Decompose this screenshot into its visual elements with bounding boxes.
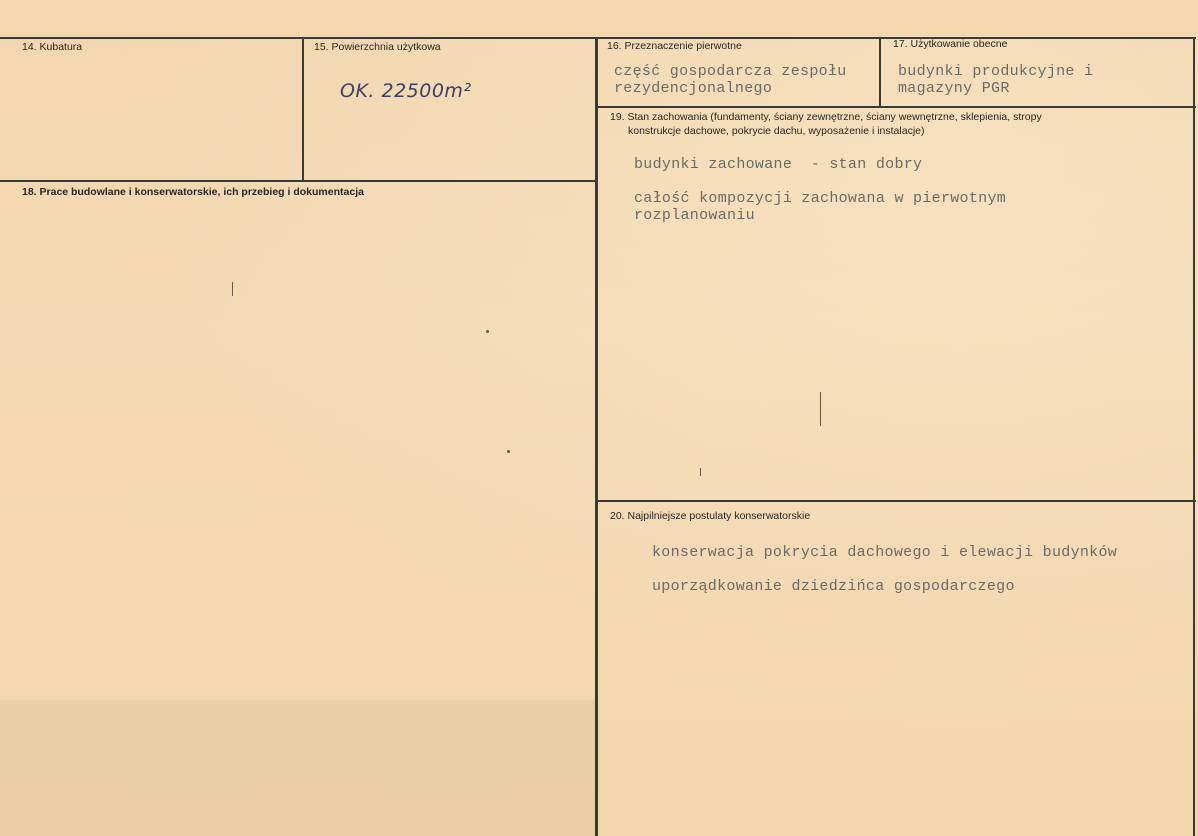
rule-right-2: [597, 500, 1196, 502]
divider-14-15: [302, 37, 304, 180]
pencil-mark: [820, 392, 821, 426]
rule-right-1: [597, 106, 1196, 108]
field-20-value-line2: uporządkowanie dziedzińca gospodarczego: [652, 578, 1015, 595]
field-19-label-line2: konstrukcje dachowe, pokrycie dachu, wyposażenie i instalacje): [628, 125, 925, 137]
field-19-value-line3: rozplanowaniu: [634, 207, 755, 224]
paper-stain: [0, 700, 596, 836]
dot-mark: [486, 330, 489, 333]
pencil-mark: [232, 282, 233, 296]
field-17-value-line1: budynki produkcyjne i: [898, 63, 1094, 80]
field-18-label: 18. Prace budowlane i konserwatorskie, ich przebieg i dokumentacja: [22, 186, 364, 198]
field-20-value-line1: konserwacja pokrycia dachowego i elewacji budynków: [652, 544, 1118, 561]
field-20-label: 20. Najpilniejsze postulaty konserwatorskie: [610, 510, 811, 522]
right-edge: [1193, 37, 1195, 836]
pencil-mark: [700, 468, 701, 476]
divider-16-17: [879, 37, 881, 106]
field-19-label-line1: 19. Stan zachowania (fundamenty, ściany zewnętrzne, ściany wewnętrzne, sklepienia, stropy: [610, 111, 1042, 123]
field-19-value-line1: budynki zachowane - stan dobry: [634, 156, 923, 173]
field-15-label: 15. Powierzchnia użytkowa: [314, 41, 441, 53]
rule-left-mid: [0, 180, 597, 182]
top-rule: [0, 37, 1196, 39]
top-strip: [0, 0, 1198, 36]
field-17-value-line2: magazyny PGR: [898, 80, 1010, 97]
field-16-label: 16. Przeznaczenie pierwotne: [607, 40, 742, 52]
field-17-label: 17. Użytkowanie obecne: [893, 38, 1008, 50]
field-16-value-line2: rezydencjonalnego: [614, 80, 773, 97]
field-19-value-line2: całość kompozycji zachowana w pierwotnym: [634, 190, 1007, 207]
dot-mark: [507, 450, 510, 453]
field-15-value: OK. 22500m²: [340, 80, 472, 102]
field-16-value-line1: część gospodarcza zespołu: [614, 63, 847, 80]
field-14-label: 14. Kubatura: [22, 41, 83, 53]
